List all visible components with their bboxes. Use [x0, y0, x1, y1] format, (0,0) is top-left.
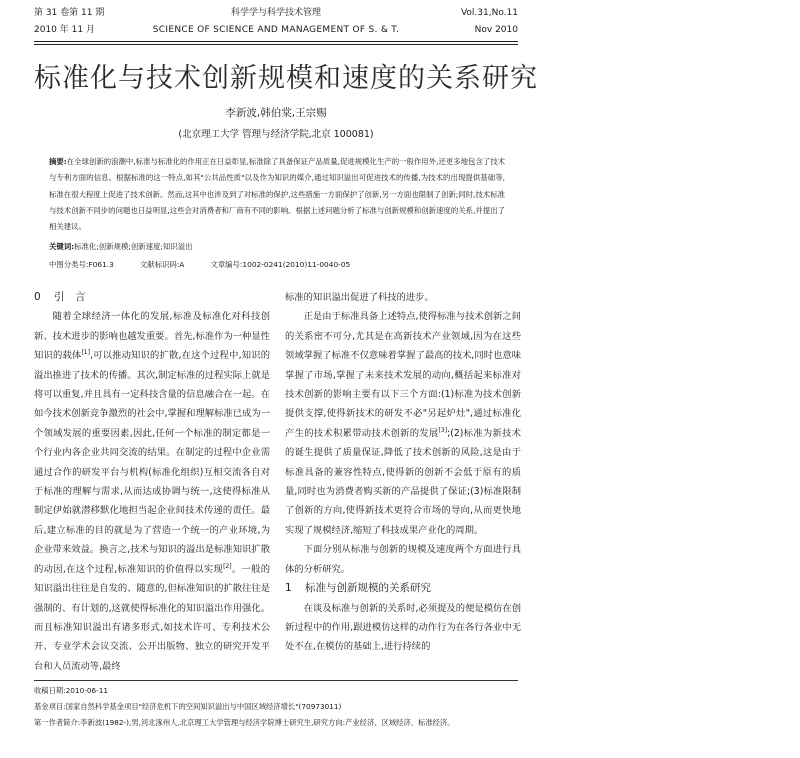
text-run: 。一般的知识溢出往往是自发的、随意的,但标准知识的扩散往往是强制的、有计划的,这就使得标准化的知识溢出作用强化。而且标准知识溢出有诸多形式,如技术许可、专利技术公开、专业学术会议交流、公开出版物、独立的研究开发平台和人员流动等,最终: [34, 563, 270, 672]
paragraph: 在谈及标准与创新的关系时,必须提及的便是模仿在创新过程中的作用,跟进模仿这样的动作行为在各行各业中无处不在,在模仿的基础上,进行持续的: [285, 602, 521, 653]
clc-number: 中图分类号:F061.3: [49, 260, 114, 269]
volume-issue-cn: 第 31 卷第 11 期: [34, 8, 105, 18]
citation: [1]: [81, 349, 90, 357]
classification-line: [49, 258, 376, 272]
footnote-rule: [34, 680, 518, 681]
abstract-label: 摘要:: [49, 157, 67, 166]
paragraph: [285, 307, 521, 540]
text-run: ,可以推动知识的扩散,在这个过程中,知识的溢出推进了技术的传播。其次,制定标准的过程实际上就是将可以重复,并且具有一定科技含量的信息融合在一起。在如今技术创新竞争激烈的社会中,掌握和理解标准已成为一个领域发展的重要因素,因此,任何一个标准的制定都是一个行业内各企业共同交流的结果。在制定的过程中企业需通过合作的研发平台与机构(标准化组织)互相交流各自对于标准的理解与需求,从而达成协调与统一,这使得标准从制定伊始就潜移默化地担当起企业间技术传递的责任。最后,建立标准的目的就是为了营造一个统一的产业环境,为企业带来效益。换言之,技术与知识的溢出是标准知识扩散的动因,在这个过程,标准知识的价值得以实现: [34, 350, 270, 575]
abstract: [49, 154, 505, 235]
authors: 李新波,韩伯棠,王宗赐: [225, 107, 327, 119]
article-title: 标准化与技术创新规模和速度的关系研究: [34, 63, 538, 94]
keywords: [49, 239, 505, 255]
text-run: 随着全球经济一体化的发展,标准及标准化对科技创新、技术进步的影响也越发重要。首先,标准作为一种显性知识的载体: [34, 311, 270, 362]
fund-project: 基金项目:国家自然科学基金项目"经济危机下的空间知识溢出与中国区域经济增长"(70973011): [34, 702, 342, 711]
journal-name-cn: 科学学与科学技术管理: [230, 8, 321, 18]
section-number: 0: [34, 291, 41, 303]
keywords-label: 关键词:: [49, 242, 75, 251]
date-en: Nov 2010: [474, 25, 518, 35]
text-run: 正是由于标准具备上述特点,使得标准与技术创新之间的关系密不可分,尤其是在高新技术产业领域,因为在这些领域掌握了标准不仅意味着掌握了最高的技术,同时也意味掌握了市场,掌握了未来技术发展的动向,概括起来标准对技术创新的影响主要有以下三个方面:(1)标准为技术创新提供支撑,使得新技术的研发不必"另起炉灶",通过标准化产生的技术积累带动技术创新的发展: [285, 311, 521, 439]
volume-issue-en: Vol.31,No.11: [460, 8, 518, 18]
text-run: ;(2)标准为新技术的诞生提供了质量保证,降低了技术创新的风险,这是由于标准具备的兼容性特点,使得新的创新不会低于原有的质量,同时也为消费者购买新的产品提供了保证;(3)标准限制了创新的方向,使得新技术更符合市场的导向,从而更快地实现了规模经济,缩短了科技成果产业化的周期。: [285, 427, 521, 536]
citation: [2]: [223, 562, 232, 570]
body-column-right: [285, 288, 521, 657]
section-title: 标准与创新规模的关系研究: [305, 582, 431, 595]
header-rule-bottom: [34, 44, 518, 45]
section-number: 1: [285, 582, 292, 595]
body-column-left: [34, 288, 270, 676]
header-rule-top: [34, 41, 518, 42]
date-cn: 2010 年 11 月: [34, 25, 95, 35]
paragraph: 下面分别从标准与创新的规模及速度两个方面进行具体的分析研究。: [285, 544, 521, 575]
document-code: 文献标识码:A: [139, 260, 185, 269]
citation: [3]: [438, 426, 448, 434]
paragraph: 标准的知识溢出促进了科技的进步。: [285, 292, 434, 303]
author-bio: 第一作者简介:李新波(1982-),男,河北涿州人,北京理工大学管理与经济学院博士研究生,研究方向:产业经济、区域经济、标准经济。: [34, 718, 455, 727]
abstract-text: 在全球创新的浪潮中,标准与标准化的作用正在日益彰显,标准除了具备保证产品质量,促进规模化生产的一般作用外,还更多地包含了技术与专利方面的信息。根据标准的这一特点,如其"公共品性质"以及作为知识的媒介,通过知识溢出可促进技术的传播,为技术的出现提供基础等,标准在很大程度上促进了技术创新。然而,这其中也涉及到了对标准的保护,这些措施一方面保护了创新,另一方面也限制了创新;同时,技术标准与技术创新不同步的问题也日益明显,这些会对消费者和厂商有不同的影响。根据上述问题分析了标准与创新规模和创新速度的关系,并提出了相关建议。: [49, 157, 505, 232]
paragraph: [34, 307, 270, 676]
affiliation: (北京理工大学 管理与经济学院,北京 100081): [178, 129, 374, 140]
section-heading-0: [34, 288, 270, 307]
section-heading-1: [285, 579, 521, 598]
keywords-text: 标准化;创新规模;创新速度;知识溢出: [74, 242, 193, 251]
received-date: 收稿日期:2010-06-11: [34, 686, 109, 695]
section-title: 引 言: [54, 291, 86, 303]
journal-name-en: SCIENCE OF SCIENCE AND MANAGEMENT OF S. & T.: [152, 25, 400, 35]
article-number: 文章编号:1002-0241(2010)11-0040-05: [210, 260, 351, 269]
